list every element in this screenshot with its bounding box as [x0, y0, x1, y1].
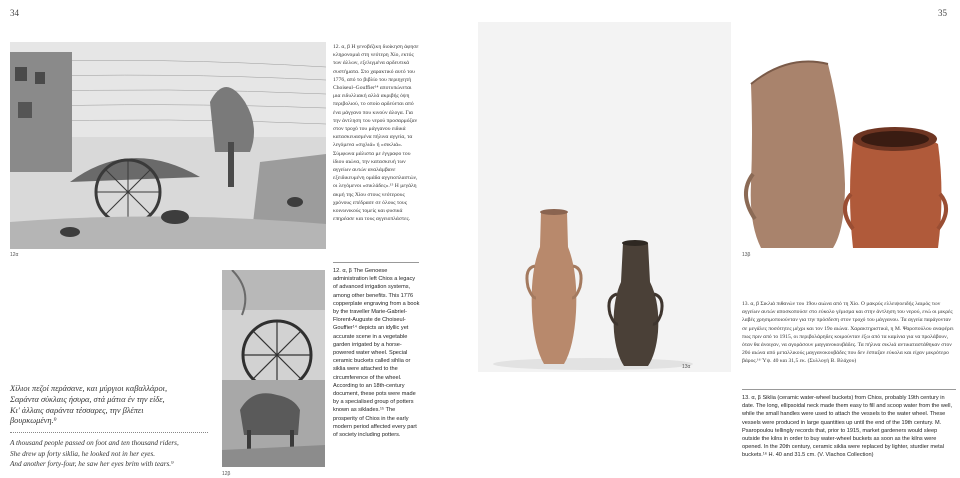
caption-13-divider	[742, 389, 956, 390]
poem-english-line: A thousand people passed on foot and ten thousand riders,	[10, 439, 179, 447]
poem-divider	[10, 432, 208, 433]
poem-greek-line: βουρκωμένη.⁹	[10, 416, 57, 426]
figure-label-13a: 13α	[682, 364, 691, 370]
caption-divider	[333, 262, 419, 263]
poem-english-line: She drew up forty siklia, he looked not in her eyes.	[10, 449, 156, 458]
poem-english-line: And another forty-four, he saw her eyes brim with tears.⁹	[10, 460, 174, 469]
caption-13-greek: 13. α, β Σικλιά πιθανών του 19ου αιώνα από τη Χίο. Ο μακρύς ελλειψοειδής λαιμός των αγγείων αυτών αποσκοπούσε στο εύκολο γέμισμα και στην άντληση του νερού, ενώ οι μικρές λαβές χρησιμοποιούνταν για την πρόσδεση στον τροχό του μάγγανου. Τα αγγεία παράγονταν σε μεγάλες ποσότητες μέχρι και τον 19ο αιώνα. Χαρακτηριστικά, η Μ. Ψαροπούλου αναφέρει πως πριν από το 1915, οι περιβολάρηδες κοιμούνταν έξω από τα καμίνια για να προλάβουν, όταν θα άνοιγαν, να αγοράσουν μαγγανοκουβάδες. Τα πήλινα σικλιά αντικαταστάθηκαν στον 20ό αιώνα από μεταλλικούς μαγγανοκουβάδες που δεν έσπαζαν εύκολα και είχαν μικρότερο βάρος.¹⁶ Ύψ. 40 και 31,5 εκ. (Συλλογή Β. Βλάχου)	[742, 301, 954, 365]
engraving-12a	[10, 42, 326, 249]
figure-label-12b: 12β	[222, 471, 231, 477]
poem-greek	[10, 384, 215, 427]
figure-label-13b: 13β	[742, 252, 751, 258]
engraving-12b	[222, 270, 325, 467]
poem-greek-line: Κι' άλλαις σαράντα τέσσαρες, την βλέπει	[10, 405, 144, 415]
caption-13-english: 13. α, β Siklia (ceramic water-wheel buckets) from Chios, probably 19th century in date. The long, ellipsoidal neck made them easy to fill and scoop water from the well, while the small handles were used to attach the vessels to the water wheel. These vessels were produced in large quantities up until the end of the 19th century. M. Psaropoulou tellingly records that, prior to 1915, market gardeners would sleep outside the kilns in order to buy water-wheel buckets as soon as the kilns were opened. In the 20th century, ceramic siklia were replaced by lighter, sturdier metal buckets.¹⁶ H. 40 and 31.5 cm. (V. Vlachos Collection)	[742, 395, 953, 459]
caption-12-greek: 12. α, β Η γενοβέζικη διοίκηση άφησε κληρονομιά στη νεότερη Χίο, εκτός των άλλων, εξελιγμένα αρδευτικά συστήματα. Στο χαρακτικό αυτό του 1776, από το βιβλίο του περιηγητή Choiseul–Gouffier¹⁴ αποτυπώνεται μια ειδυλλιακή αλλά ακριβής όψη περιβολιού, το οποίο αρδεύεται από ένα μάγγανο που κινούν άλογα. Για την άντληση του νερού προσαρμόζαν στον τροχό του μάγγανου ειδικά κατασκευασμένα πήλινα αγγεία, τα λεγόμενα «σιχλιά» ή «σικλιά». Σύμφωνα μάλιστα με έγγραφο του ίδιου αιώνα, την κατασκευή των αγγείων αυτών αναλάμβανε εξειδικευμένη ομάδα αγγειοπλαστών, οι λεγόμενοι «σικλάδες».¹⁵ Η μεγάλη ακμή της Χίου στους νεότερους χρόνους επέδρασε σε όλους τους κοινωνικούς τομείς και φυσικά επηρέασε και τους αγγειοπλάστες.	[333, 44, 419, 223]
photo-13b	[733, 44, 955, 248]
caption-12-english: 12. α, β The Genoese administration left Chios a legacy of advanced irrigation systems, among other benefits. This 1776 copperplate engraving from a book by the traveller Marie-Gabriel-Florent-Auguste de Choiseul-Gouffier¹⁴ depicts an idyllic yet accurate scene in a vegetable garden irrigated by a horse-powered water wheel. Special ceramic buckets called sihlia or siklia were attached to the circumference of the wheel. According to an 18th-century document, these pots were made by a specialised group of potters known as siklades.¹⁵ The prosperity of Chios in the early modern period affected every part of society including potters.	[333, 268, 420, 439]
page-number-left: 34	[10, 8, 19, 18]
poem-english	[10, 438, 220, 470]
figure-label-12a: 12α	[10, 252, 19, 258]
poem-greek-line: Χίλιοι πεζοί περάσανε, και μύργιοι καβαλλάροι,	[10, 384, 168, 393]
photo-13a	[478, 22, 731, 372]
page-number-right: 35	[938, 8, 947, 18]
poem-greek-line: Σαράντα σύκλαις ήσυρα, στά μάτια έν την είδε,	[10, 394, 165, 404]
